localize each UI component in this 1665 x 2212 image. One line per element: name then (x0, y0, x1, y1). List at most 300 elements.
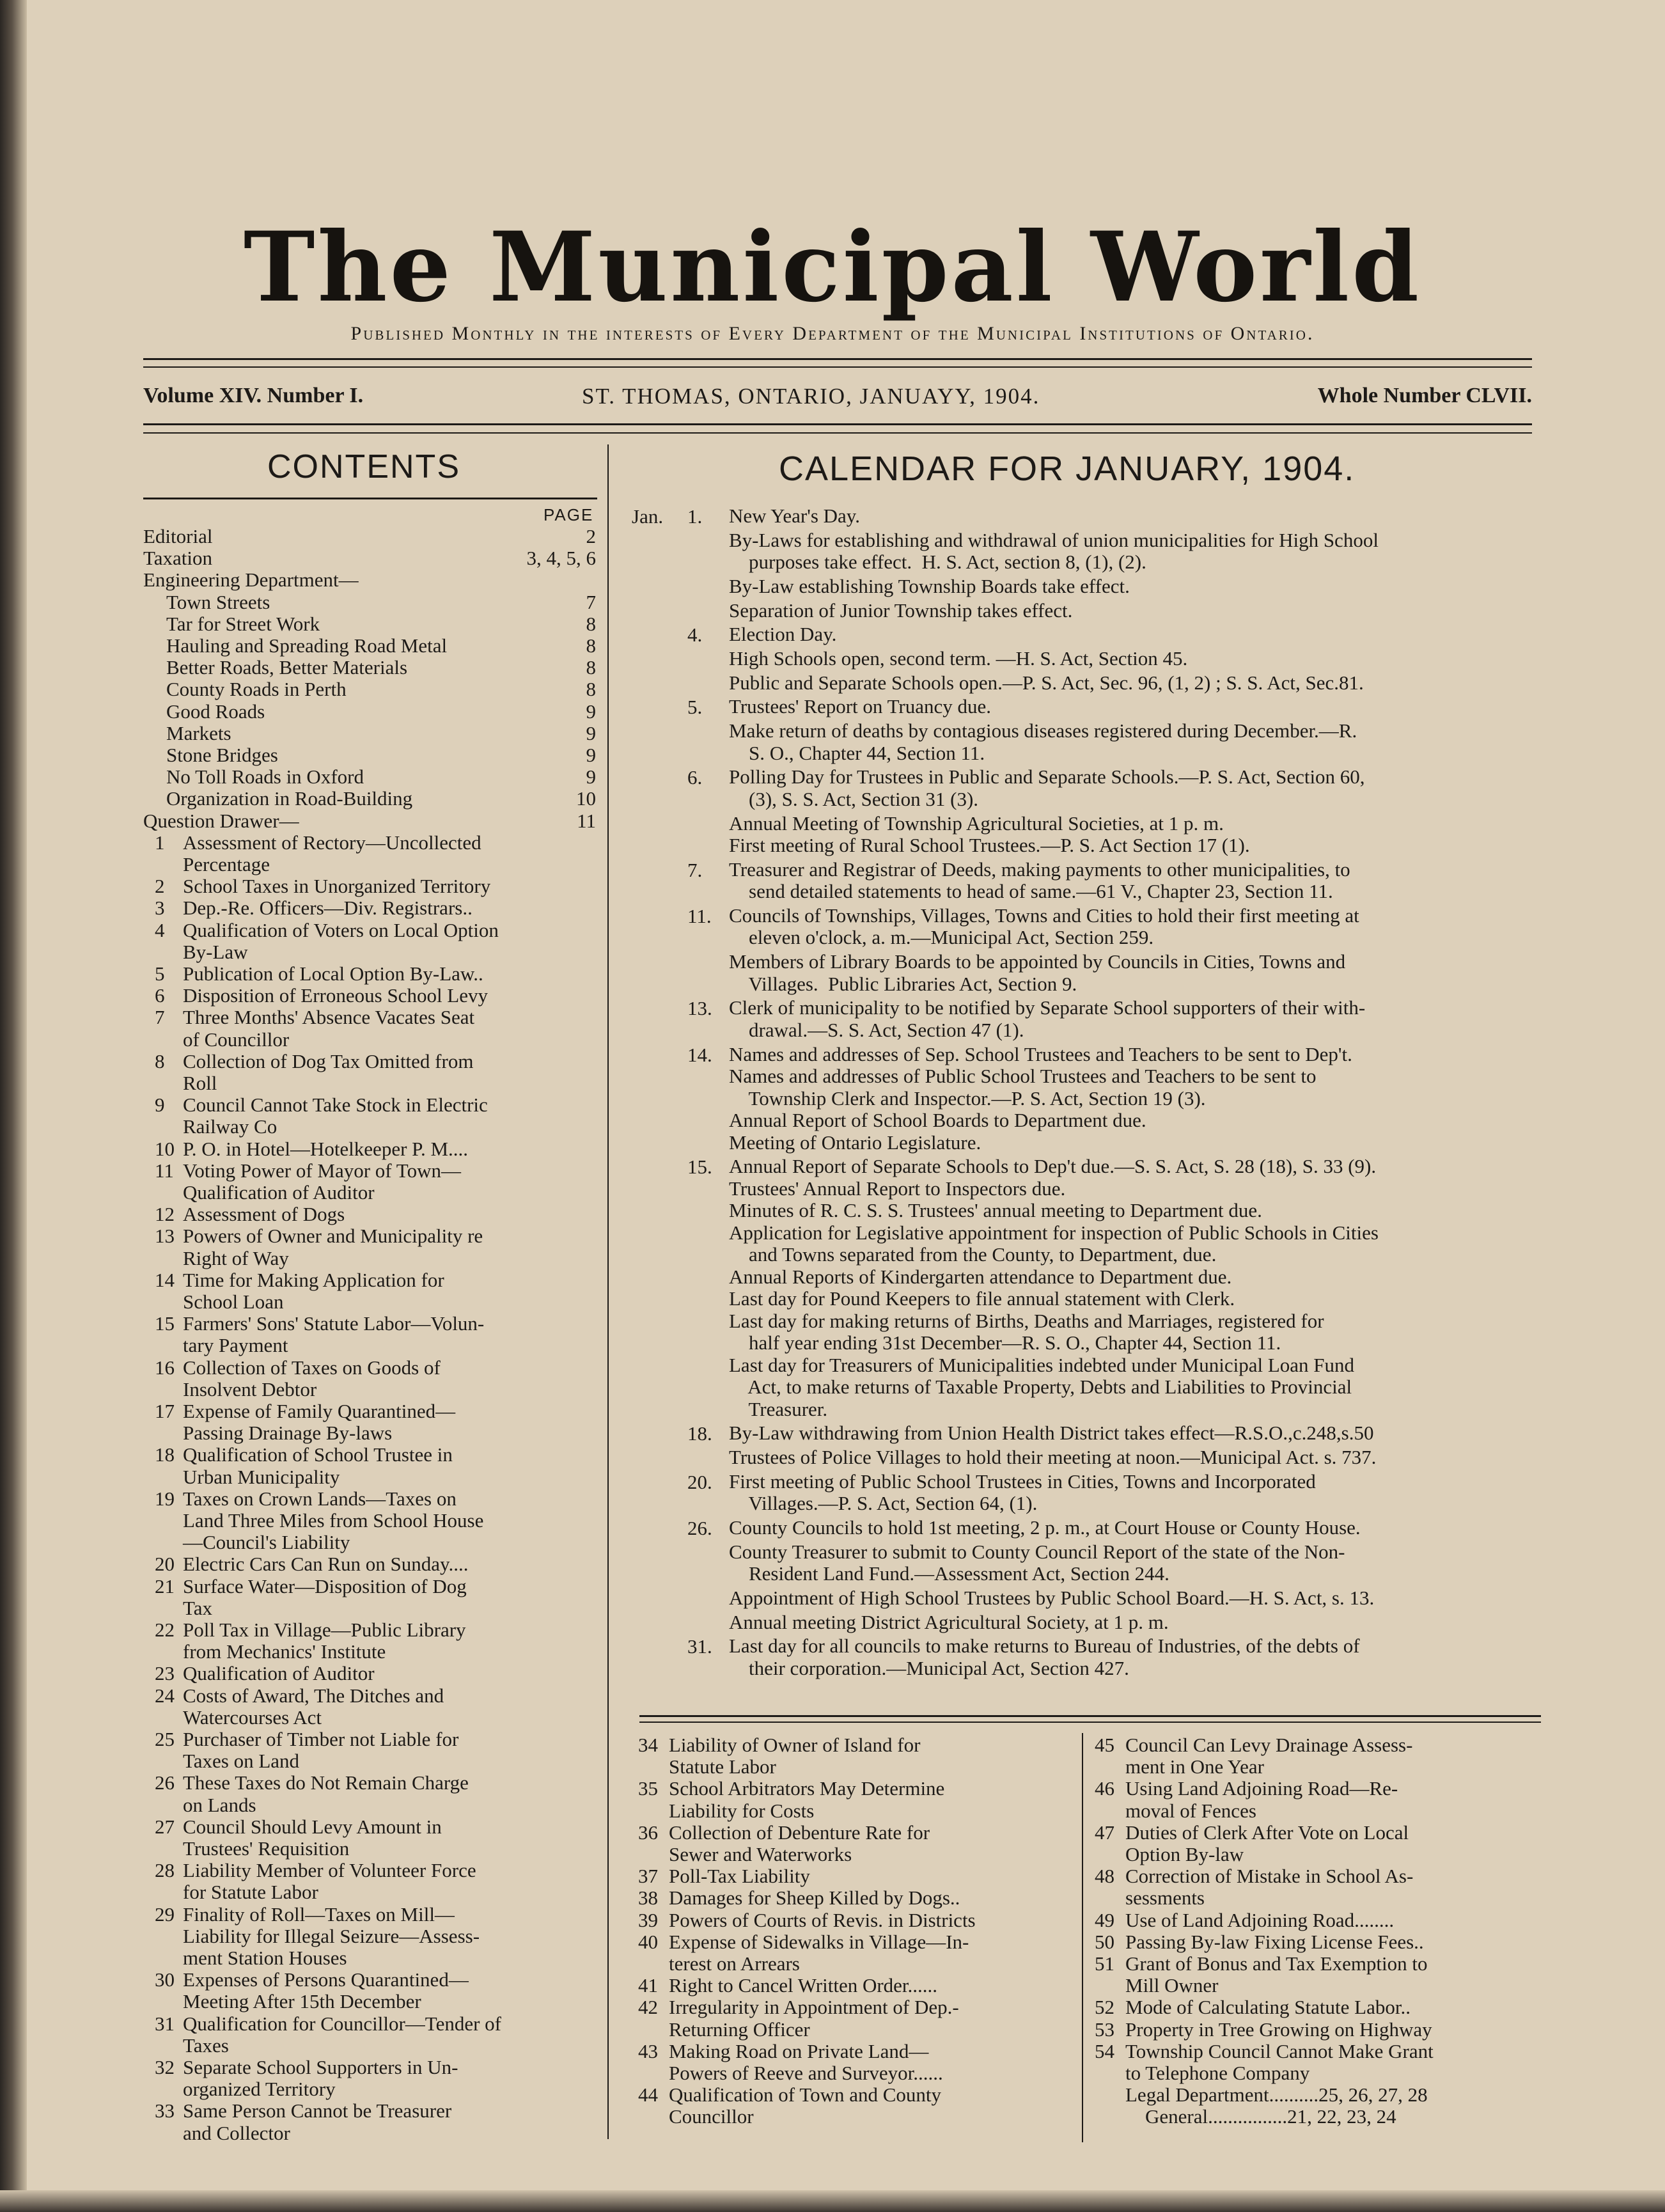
question-number: 13 (155, 1225, 175, 1248)
question-number: 43 (638, 2039, 658, 2062)
whole-number: Whole Number CLVII. (1317, 384, 1532, 407)
calendar-day: 4. (687, 624, 703, 647)
question-number: 5 (155, 962, 165, 985)
question-number: 24 (155, 1684, 175, 1707)
calendar-event: Last day for Treasurers of Municipalities indebted under Municipal Loan Fund (729, 1353, 1355, 1376)
question-number: 12 (155, 1203, 175, 1226)
question-text: Township Council Cannot Make Grant (1125, 2039, 1434, 2062)
question-text: Liability Member of Volunteer Force (183, 1859, 476, 1882)
calendar-event: Application for Legislative appointment for inspection of Public Schools in Cities (729, 1221, 1379, 1244)
question-number: 14 (155, 1268, 175, 1291)
contents-entry-title: Engineering Department— (143, 569, 359, 592)
contents-entry (166, 635, 596, 657)
question-text: Railway Co (183, 1115, 278, 1138)
question-line (155, 1815, 442, 1838)
question-line (1095, 1996, 1411, 2019)
contents-entry-page: 9 (586, 744, 596, 766)
question-number: 26 (155, 1771, 175, 1794)
question-text: moval of Fences (1125, 1799, 1256, 1822)
question-line (638, 2083, 942, 2106)
question-text: Property in Tree Growing on Highway (1125, 2018, 1432, 2041)
calendar-day: 11. (687, 904, 712, 927)
question-number: 4 (155, 918, 165, 941)
question-line (183, 1422, 392, 1444)
question-line (155, 1684, 444, 1707)
question-text: Publication of Local Option By-Law.. (183, 962, 483, 985)
page-bottom-shadow (0, 2190, 1665, 2212)
contents-entry-page: 9 (586, 765, 596, 788)
calendar-event: Villages.—P. S. Act, Section 64, (1). (729, 1492, 1038, 1515)
contents-entry-title: Taxation (143, 547, 213, 570)
question-text: Legal Department..........25, 26, 27, 28 (1125, 2083, 1428, 2106)
calendar-event: (3), S. S. Act, Section 31 (3). (729, 787, 979, 810)
calendar-heading: CALENDAR FOR JANUARY, 1904. (779, 450, 1356, 488)
question-text: Liability for Illegal Seizure—Assess- (183, 1924, 480, 1947)
calendar-event: S. O., Chapter 44, Section 11. (729, 741, 985, 764)
question-line (183, 1335, 288, 1356)
question-text: Assessment of Dogs (183, 1203, 345, 1226)
contents-entry-page: 9 (586, 700, 596, 723)
masthead-title: The Municipal World (243, 211, 1422, 324)
calendar-day: 14. (687, 1043, 712, 1066)
question-line (638, 1908, 976, 1931)
question-text: of Councillor (183, 1028, 290, 1051)
calendar-day: 15. (687, 1156, 712, 1179)
calendar-event: County Treasurer to submit to County Council Report of the state of the Non- (729, 1540, 1345, 1563)
question-line (183, 2035, 229, 2057)
question-line (638, 1996, 959, 2019)
contents-entry (166, 788, 596, 810)
calendar-event: Annual Meeting of Township Agricultural Societies, at 1 p. m. (729, 812, 1224, 835)
question-number: 17 (155, 1400, 175, 1422)
question-line (155, 1356, 441, 1379)
question-line (1095, 1734, 1413, 1756)
question-text: These Taxes do Not Remain Charge (183, 1771, 469, 1794)
question-line (155, 1049, 474, 1072)
question-text: Council Cannot Take Stock in Electric (183, 1094, 488, 1117)
question-text: to Telephone Company (1125, 2062, 1310, 2084)
question-number: 31 (155, 2012, 175, 2035)
calendar-event: purposes take effect. H. S. Act, section 8, (1), (2). (729, 551, 1146, 574)
calendar-event: High Schools open, second term. —H. S. Act, Section 45. (729, 647, 1188, 670)
question-line (669, 2062, 943, 2084)
calendar-event: Act, to make returns of Taxable Property, Debts and Liabilities to Provincial (729, 1376, 1352, 1399)
question-line (1095, 1908, 1395, 1931)
question-line (638, 1886, 960, 1910)
question-line (155, 1225, 483, 1248)
question-number: 47 (1095, 1821, 1114, 1844)
question-text: School Loan (183, 1290, 284, 1313)
question-line (183, 941, 248, 963)
contents-entry (143, 569, 596, 591)
question-line (155, 1968, 469, 1991)
question-number: 10 (155, 1137, 175, 1160)
calendar-event: Public and Separate Schools open.—P. S. Act, Sec. 96, (1, 2) ; S. S. Act, Sec.81. (729, 671, 1364, 694)
question-text: Qualification of Voters on Local Option (183, 918, 499, 941)
question-text: Assessment of Rectory—Uncollected (183, 831, 481, 854)
question-text: General................21, 22, 23, 24 (1125, 2105, 1396, 2128)
question-text: Statute Labor (669, 1755, 776, 1778)
question-text: Powers of Courts of Revis. in Districts (669, 1908, 976, 1931)
question-line (669, 1953, 800, 1975)
question-line (183, 1750, 299, 1772)
contents-entry-title: Good Roads (166, 700, 265, 723)
question-line (669, 1800, 814, 1822)
question-number: 6 (155, 984, 165, 1007)
question-number: 19 (155, 1487, 175, 1510)
contents-entry-page: 8 (586, 656, 596, 679)
question-number: 16 (155, 1356, 175, 1379)
question-line (1125, 1975, 1219, 1996)
contents-entry (166, 657, 596, 679)
contents-entry-page: 9 (586, 721, 596, 744)
calendar-event: Names and addresses of Sep. School Trustees and Teachers to be sent to Dep't. (729, 1042, 1352, 1065)
question-number: 50 (1095, 1930, 1114, 1953)
question-text: Mode of Calculating Statute Labor.. (1125, 1996, 1411, 2019)
calendar-event: eleven o'clock, a. m.—Municipal Act, Section 259. (729, 926, 1154, 949)
question-line (183, 1926, 480, 1947)
calendar-event: Annual Reports of Kindergarten attendance to Department due. (729, 1265, 1232, 1288)
bottom-section-rule-thin (639, 1722, 1541, 1723)
question-line (155, 2099, 452, 2122)
question-line (1125, 2084, 1428, 2106)
question-text: School Taxes in Unorganized Territory (183, 875, 491, 898)
question-text: Liability of Owner of Island for (669, 1734, 921, 1756)
question-line (183, 1510, 483, 1532)
question-line (183, 1707, 322, 1729)
question-number: 22 (155, 1619, 175, 1641)
question-number: 40 (638, 1930, 658, 1953)
question-text: Taxes on Land (183, 1750, 300, 1773)
calendar-event: New Year's Day. (729, 505, 861, 527)
question-text: Powers of Reeve and Surveyor...... (669, 2062, 943, 2084)
contents-entry (166, 592, 596, 613)
question-line (155, 1574, 467, 1597)
question-line (183, 1291, 284, 1313)
question-line (183, 1597, 212, 1619)
question-text: Separate School Supporters in Un- (183, 2056, 458, 2078)
question-number: 29 (155, 1902, 175, 1926)
question-line (155, 1094, 488, 1117)
question-text: Council Can Levy Drainage Assess- (1125, 1734, 1413, 1756)
question-line (155, 1203, 345, 1226)
question-text: terest on Arrears (669, 1952, 800, 1975)
question-line (155, 2012, 501, 2035)
question-text: organized Territory (183, 2078, 336, 2101)
calendar-event: Township Clerk and Inspector.—P. S. Act, Section 19 (3). (729, 1086, 1206, 1110)
question-text: Insolvent Debtor (183, 1377, 317, 1400)
calendar-day: 5. (687, 696, 703, 719)
question-line (183, 2122, 290, 2144)
question-text: Use of Land Adjoining Road........ (1125, 1908, 1395, 1931)
place-date: ST. THOMAS, ONTARIO, JANUAYY, 1904. (582, 384, 1040, 409)
contents-entry (143, 547, 596, 569)
question-text: Option By-law (1125, 1843, 1244, 1865)
calendar-event: Trustees' Report on Truancy due. (729, 695, 992, 718)
calendar-event: drawal.—S. S. Act, Section 47 (1). (729, 1018, 1024, 1041)
question-text: Roll (183, 1072, 217, 1094)
question-text: ment Station Houses (183, 1947, 347, 1969)
header-rule (143, 423, 1532, 425)
question-line (183, 1881, 318, 1903)
question-line (638, 1734, 921, 1756)
contents-entry-title: Editorial (143, 525, 213, 547)
question-line (638, 1865, 810, 1888)
question-number: 38 (638, 1886, 658, 1910)
question-line (669, 1756, 776, 1778)
question-line (183, 1838, 349, 1860)
question-line (183, 1991, 421, 2012)
calendar-event: By-Laws for establishing and withdrawal of union municipalities for High School (729, 528, 1379, 551)
question-line (183, 1466, 340, 1488)
question-line (155, 1312, 485, 1335)
question-text: Taxes (183, 2034, 229, 2057)
calendar-event: Members of Library Boards to be appointed by Councils in Cities, Towns and (729, 950, 1346, 973)
question-text: Watercourses Act (183, 1706, 322, 1729)
contents-entry-title: Tar for Street Work (166, 612, 320, 635)
question-line (183, 854, 270, 875)
question-text: Trustees' Requisition (183, 1837, 350, 1860)
question-line (155, 1159, 461, 1182)
question-line (1125, 2062, 1309, 2084)
question-text: Councillor (669, 2105, 754, 2128)
question-line (183, 1072, 217, 1094)
question-line (155, 2056, 458, 2078)
question-text: Meeting After 15th December (183, 1990, 421, 2013)
calendar-event: and Towns separated from the County, to Department, due. (729, 1243, 1217, 1266)
question-line (183, 1641, 386, 1663)
calendar-event: Resident Land Fund.—Assessment Act, Section 244. (729, 1562, 1169, 1585)
question-text: Qualification of Auditor (183, 1662, 375, 1685)
question-text: Tax (183, 1596, 213, 1619)
question-text: Returning Officer (669, 2018, 810, 2041)
question-text: Qualification of School Trustee in (183, 1443, 453, 1466)
question-number: 54 (1095, 2039, 1114, 2062)
contents-entry-title: Hauling and Spreading Road Metal (166, 634, 448, 657)
question-line (183, 1029, 289, 1051)
calendar-event: By-Law withdrawing from Union Health District takes effect—R.S.O.,c.248,s.50 (729, 1422, 1374, 1445)
question-text: Duties of Clerk After Vote on Local (1125, 1821, 1409, 1844)
contents-entry-page: 10 (576, 787, 596, 810)
question-line (155, 1487, 457, 1510)
question-number: 1 (155, 831, 165, 854)
contents-entry-title: No Toll Roads in Oxford (166, 765, 364, 788)
page-column-label: PAGE (543, 505, 594, 524)
calendar-day: 13. (687, 997, 712, 1020)
calendar-event: Last day for Pound Keepers to file annual statement with Clerk. (729, 1287, 1235, 1310)
question-line (155, 897, 473, 920)
question-text: P. O. in Hotel—Hotelkeeper P. M.... (183, 1137, 469, 1160)
question-text: Finality of Roll—Taxes on Mill— (183, 1902, 455, 1926)
question-text: Voting Power of Mayor of Town— (183, 1159, 461, 1182)
contents-entry (166, 744, 596, 766)
question-line (1095, 1930, 1424, 1953)
contents-entry-page: 11 (577, 809, 596, 832)
question-line (155, 918, 499, 941)
question-text: Expense of Sidewalks in Village—In- (669, 1930, 969, 1953)
calendar-event: their corporation.—Municipal Act, Section 427. (729, 1656, 1129, 1679)
header-rule-thin (143, 432, 1532, 434)
question-number: 27 (155, 1815, 175, 1838)
question-line (1095, 1821, 1409, 1844)
question-text: Qualification of Town and County (669, 2083, 942, 2106)
question-number: 21 (155, 1574, 175, 1597)
question-text: Collection of Taxes on Goods of (183, 1356, 441, 1379)
question-number: 33 (155, 2099, 175, 2122)
question-line (155, 1443, 453, 1466)
question-line (155, 1619, 466, 1641)
question-number: 53 (1095, 2018, 1114, 2041)
question-number: 46 (1095, 1777, 1114, 1800)
question-text: By-Law (183, 940, 248, 963)
question-text: School Arbitrators May Determine (669, 1777, 945, 1800)
question-number: 20 (155, 1553, 175, 1576)
calendar-day: 6. (687, 766, 703, 789)
calendar-event: First meeting of Rural School Trustees.—P. S. Act Section 17 (1). (729, 834, 1250, 856)
question-text: Right of Way (183, 1246, 289, 1269)
contents-entry-title: Markets (166, 721, 231, 744)
question-number: 30 (155, 1968, 175, 1991)
question-number: 34 (638, 1734, 658, 1756)
calendar-event: Villages. Public Libraries Act, Section 9. (729, 972, 1077, 995)
question-line (638, 2039, 929, 2062)
question-text: Irregularity in Appointment of Dep.- (669, 1996, 959, 2019)
question-text: Poll Tax in Village—Public Library (183, 1619, 466, 1641)
question-text: Costs of Award, The Ditches and (183, 1684, 444, 1707)
question-text: Liability for Costs (669, 1799, 815, 1822)
question-text: Grant of Bonus and Tax Exemption to (1125, 1952, 1428, 1975)
calendar-event: Last day for making returns of Births, Deaths and Marriages, registered for (729, 1309, 1324, 1332)
question-line (183, 1947, 347, 1969)
calendar-month: Jan. (632, 505, 664, 528)
contents-entry-page: 2 (586, 525, 596, 547)
question-line (183, 1182, 375, 1204)
question-line (1125, 1756, 1264, 1778)
calendar-event: Minutes of R. C. S. S. Trustees' annual meeting to Department due. (729, 1199, 1262, 1222)
contents-entry-title: Better Roads, Better Materials (166, 656, 408, 679)
calendar-event: Polling Day for Trustees in Public and Separate Schools.—P. S. Act, Section 60, (729, 765, 1365, 788)
question-line (1125, 1887, 1205, 1909)
calendar-event: Annual Report of Separate Schools to Dep't due.—S. S. Act, S. 28 (18), S. 33 (9). (729, 1155, 1377, 1178)
contents-entry-title: Stone Bridges (166, 744, 278, 766)
question-line (183, 1116, 277, 1138)
question-text: Time for Making Application for (183, 1268, 444, 1291)
question-line (669, 2019, 810, 2041)
question-text: for Statute Labor (183, 1881, 318, 1904)
calendar-event: Last day for all councils to make returns to Bureau of Industries, of the debts of (729, 1635, 1360, 1658)
calendar-event: Names and addresses of Public School Trustees and Teachers to be sent to (729, 1065, 1317, 1087)
calendar-event: Treasurer and Registrar of Deeds, making payments to other municipalities, to (729, 858, 1350, 881)
question-line (155, 1662, 375, 1685)
question-number: 44 (638, 2083, 658, 2106)
question-text: Surface Water—Disposition of Dog (183, 1574, 467, 1597)
question-text: Dep.-Re. Officers—Div. Registrars.. (183, 897, 473, 920)
question-line (638, 1821, 930, 1844)
calendar-event: Trustees of Police Villages to hold their meeting at noon.—Municipal Act. s. 737. (729, 1446, 1377, 1469)
question-line (669, 1844, 852, 1865)
question-text: Powers of Owner and Municipality re (183, 1225, 483, 1248)
calendar-day: 20. (687, 1470, 712, 1493)
question-number: 52 (1095, 1996, 1114, 2019)
question-line (155, 1771, 469, 1794)
contents-entry-page: 8 (586, 678, 596, 701)
calendar-event: half year ending 31st December—R. S. O., Chapter 44, Section 11. (729, 1331, 1281, 1354)
question-line (155, 1400, 456, 1422)
question-text: Three Months' Absence Vacates Seat (183, 1006, 475, 1029)
question-line (155, 1268, 444, 1291)
calendar-event: By-Law establishing Township Boards take effect. (729, 574, 1130, 597)
question-number: 18 (155, 1443, 175, 1466)
question-text: tary Payment (183, 1334, 288, 1357)
question-number: 51 (1095, 1952, 1114, 1975)
question-number: 11 (155, 1159, 174, 1182)
calendar-event: Annual Report of School Boards to Department due. (729, 1109, 1146, 1131)
question-text: Passing By-law Fixing License Fees.. (1125, 1930, 1424, 1953)
contents-entry-title: Organization in Road-Building (166, 787, 413, 810)
question-line (155, 1728, 459, 1750)
top-rule (143, 358, 1532, 360)
calendar-day: 18. (687, 1422, 712, 1445)
question-line (155, 962, 483, 985)
calendar-event: Annual meeting District Agricultural Society, at 1 p. m. (729, 1610, 1169, 1633)
question-line (669, 2106, 754, 2128)
calendar-event: Meeting of Ontario Legislature. (729, 1131, 981, 1154)
question-line (183, 1248, 289, 1269)
question-number: 9 (155, 1094, 165, 1117)
contents-entry-title: Question Drawer— (143, 809, 299, 832)
calendar-event: Clerk of municipality to be notified by Separate School supporters of their with- (729, 996, 1366, 1019)
question-number: 28 (155, 1859, 175, 1882)
question-text: sessments (1125, 1886, 1205, 1910)
question-text: Passing Drainage By-laws (183, 1422, 393, 1445)
question-number: 3 (155, 897, 165, 920)
question-text: Land Three Miles from School House (183, 1509, 484, 1532)
question-line (638, 1930, 969, 1953)
contents-entry (166, 679, 596, 700)
question-number: 8 (155, 1049, 165, 1072)
question-line (1095, 1865, 1414, 1888)
question-number: 37 (638, 1865, 658, 1888)
calendar-event: First meeting of Public School Trustees in Cities, Towns and Incorporated (729, 1470, 1316, 1493)
question-line (1095, 2018, 1432, 2041)
question-line (1125, 2106, 1396, 2128)
question-text: Expense of Family Quarantined— (183, 1400, 456, 1422)
question-line (155, 1553, 469, 1576)
question-line (1125, 1800, 1256, 1822)
contents-entry (143, 526, 596, 547)
contents-entry-title: County Roads in Perth (166, 678, 347, 701)
question-text: Making Road on Private Land— (669, 2039, 929, 2062)
contents-entry (166, 613, 596, 635)
bottom-column-divider (1082, 1733, 1083, 2142)
calendar-event: Election Day. (729, 623, 837, 646)
question-text: Electric Cars Can Run on Sunday.... (183, 1553, 469, 1576)
contents-entry (166, 766, 596, 788)
question-line (1095, 2039, 1434, 2062)
question-number: 42 (638, 1996, 658, 2019)
question-line (1095, 1952, 1428, 1975)
question-number: 23 (155, 1662, 175, 1685)
masthead-subtitle: Published Monthly in the interests of Every Department of the Municipal Institutions of Ontario. (350, 323, 1315, 344)
question-text: on Lands (183, 1793, 256, 1816)
question-line (183, 2078, 336, 2100)
contents-entry-page: 8 (586, 634, 596, 657)
question-text: Collection of Dog Tax Omitted from (183, 1049, 474, 1072)
calendar-event: Treasurer. (729, 1397, 828, 1420)
question-text: Correction of Mistake in School As- (1125, 1865, 1414, 1888)
contents-entry-page: 3, 4, 5, 6 (526, 547, 596, 570)
question-line (638, 1777, 945, 1800)
